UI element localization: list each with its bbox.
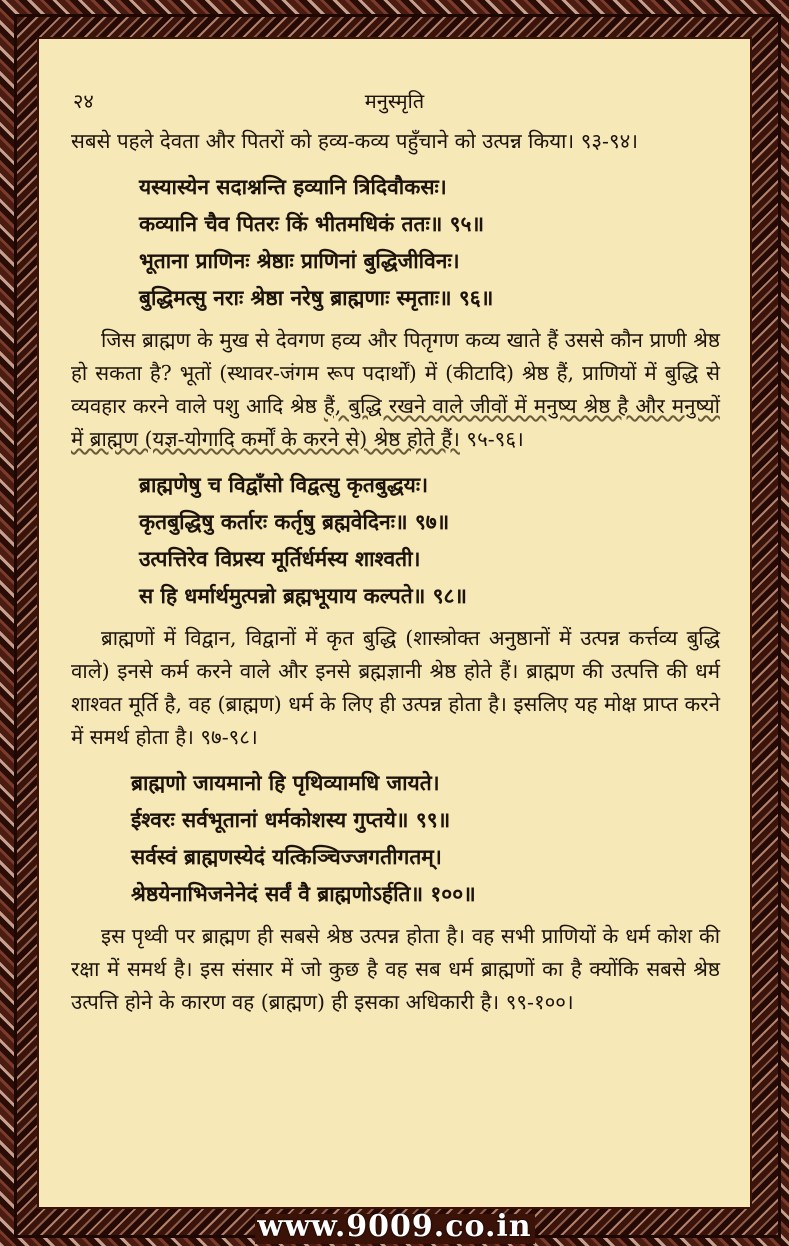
verse-line: बुद्धिमत्सु नराः श्रेष्ठा नरेषु ब्राह्मणाः स्मृताः॥ ९६॥ [139, 285, 494, 310]
verse-line: ब्राह्मणो जायमानो हि पृथिव्यामधि जायते। [131, 770, 440, 795]
verse-line: भूताना प्राणिनः श्रेष्ठाः प्राणिनां बुद्धिजीविनः। [139, 248, 460, 273]
page [37, 37, 752, 1209]
verse-line: कव्यानि चैव पितरः किं भीतमधिकं ततः॥ ९५॥ [139, 211, 485, 236]
verse-line: ईश्वरः सर्वभूतानां धर्मकोशस्य गुप्तये॥ ९९॥ [131, 807, 451, 832]
footer-url: www.9009.co.in [257, 1209, 532, 1244]
verse-block-1 [71, 168, 720, 316]
page-body [71, 125, 720, 1019]
verse-line: श्रेष्ठयेनाभिजनेनेदं सर्वं वै ब्राह्मणोऽर्हति॥ १००॥ [131, 881, 476, 906]
verse-line: स हि धर्मार्थमुत्पन्नो ब्रह्मभूयाय कल्पते॥ ९८॥ [139, 583, 468, 608]
page-number: २४ [73, 89, 94, 113]
running-title: मनुस्मृति [364, 89, 425, 113]
page-header [59, 87, 730, 117]
verse-ref: ९५-९६। [459, 427, 524, 451]
paragraph-3: ब्राह्मणों में विद्वान, विद्वानों में कृत बुद्धि (शास्त्रोक्त अनुष्ठानों में उत्पन्न कर्त्तव्य बुद्धि वाले) इनसे कर्म करने वाले और इनसे ब्रह्मज्ञानी श्रेष्ठ होते हैं। ब्राह्मण की उत्पत्ति की धर्म शाश्वत मूर्ति है, वह (ब्राह्मण) धर्म के लिए ही उत्पन्न होता है। इसलिए यह मोक्ष प्राप्त करने में समर्थ होता है। ९७-९८। [71, 626, 720, 749]
paragraph-1: सबसे पहले देवता और पितरों को हव्य-कव्य पहुँचाने को उत्पन्न किया। ९३-९४। [71, 129, 639, 153]
verse-line: उत्पत्तिरेव विप्रस्य मूर्तिर्धर्मस्य शाश्वती। [139, 546, 421, 571]
verse-line: कृतबुद्धिषु कर्तारः कर्तृषु ब्रह्मवेदिनः॥ ९७॥ [139, 509, 450, 534]
underlined-text: हैं, बुद्धि रखने वाले जीवों में मनुष्य श्रेष्ठ है और मनुष्यों में ब्राह्मण (यज्ञ-योगादि कर्मों के करने से) श्रेष्ठ होते हैं। [71, 394, 720, 451]
verse-line: सर्वस्वं ब्राह्मणस्येदं यत्किञ्चिज्जगतीगतम्। [131, 844, 442, 869]
verse-block-3 [71, 764, 720, 912]
verse-line: यस्यास्येन सदाश्नन्ति हव्यानि त्रिदिवौकसः। [139, 174, 447, 199]
paragraph-4: इस पृथ्वी पर ब्राह्मण ही सबसे श्रेष्ठ उत्पन्न होता है। वह सभी प्राणियों के धर्म कोश की रक्षा में समर्थ है। इस संसार में जो कुछ है वह सब धर्म ब्राह्मणों का है क्योंकि सबसे श्रेष्ठ उत्पत्ति होने के कारण वह (ब्राह्मण) ही इसका अधिकारी है। ९९-१००। [71, 924, 720, 1014]
verse-line: ब्राह्मणेषु च विद्वाँसो विद्वत्सु कृतबुद्धयः। [139, 472, 429, 497]
verse-block-2 [71, 466, 720, 614]
paragraph-2 [71, 324, 720, 456]
paragraph-2-text: जिस ब्राह्मण के मुख से देवगण हव्य और पितृगण कव्य खाते हैं उससे कौन प्राणी श्रेष्ठ हो सकता है? भूतों (स्थावर-जंगम रूप पदार्थों) में (कीटादि) श्रेष्ठ हैं, प्राणियों में बुद्धि से व्यवहार करने वाले पशु आदि श्रेष्ठ [71, 328, 720, 418]
